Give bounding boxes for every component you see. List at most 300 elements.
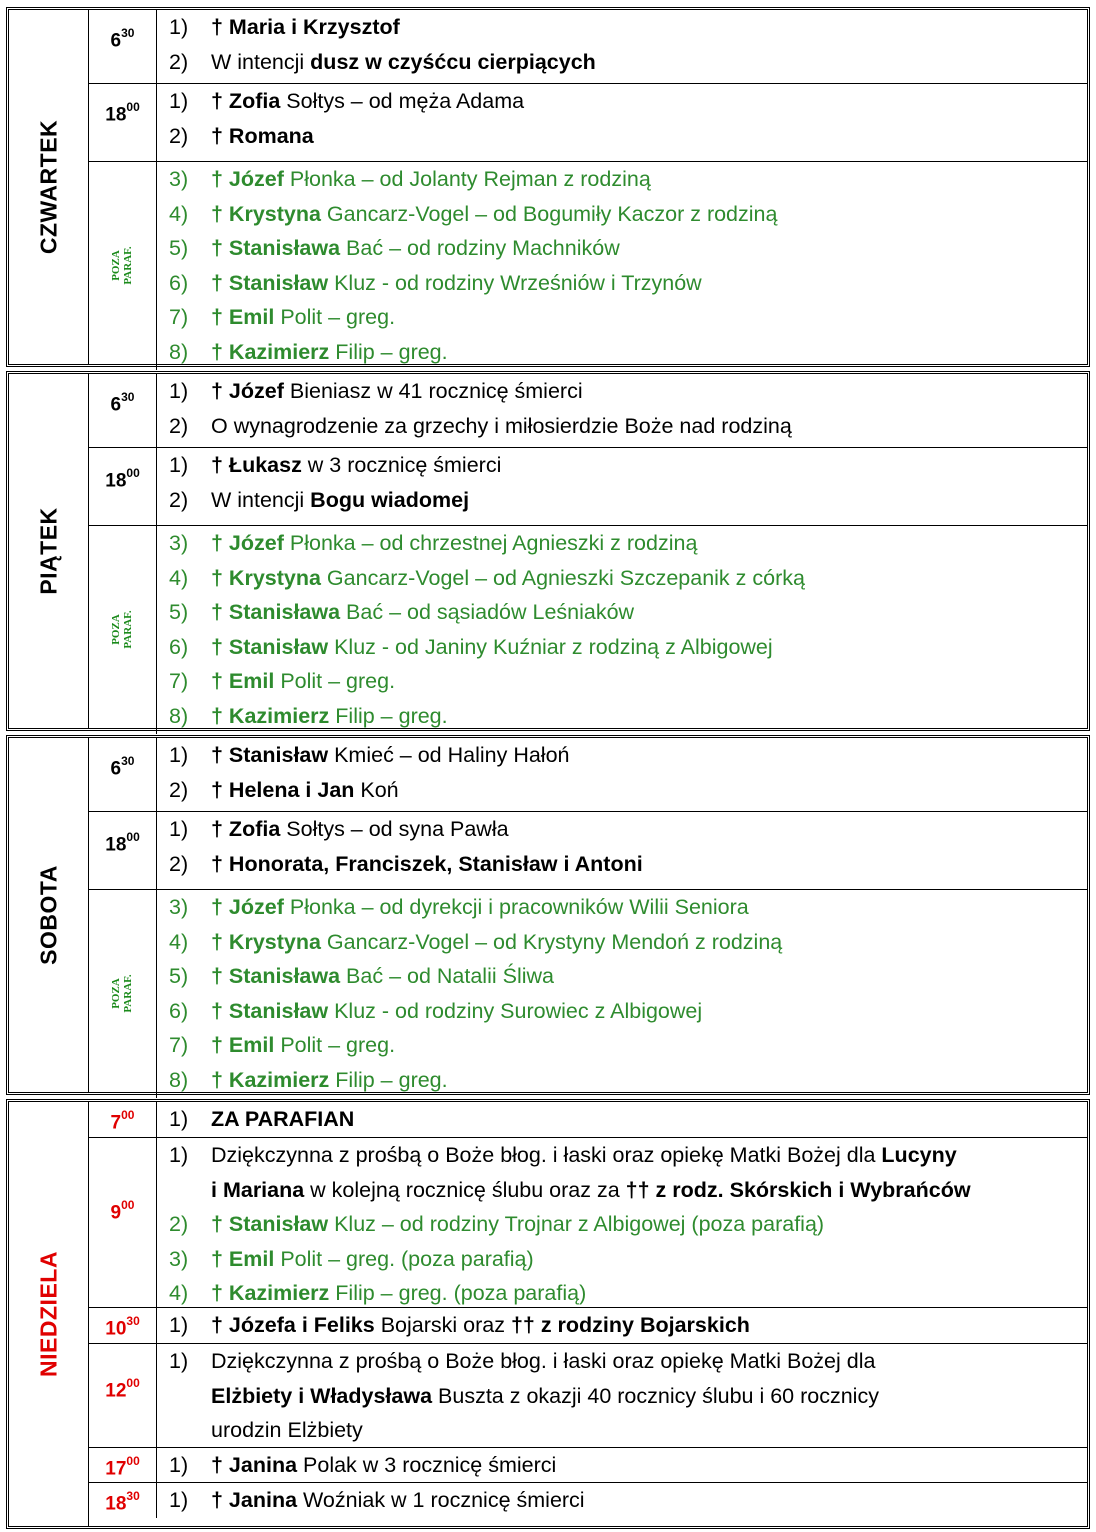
intention-line: [159, 1242, 1083, 1277]
text-fragment: Kluz - od Janiny Kuźniar z rodziną z Albigowej: [328, 634, 773, 659]
intention-line: [159, 1138, 1083, 1173]
time-hour: 6: [110, 758, 122, 780]
intention-number: 8): [169, 703, 189, 728]
text-fragment: Gancarz-Vogel – od Bogumiły Kaczor z rodziną: [320, 201, 778, 226]
intention-line: [159, 959, 1083, 994]
mass-time: [89, 756, 156, 780]
intention-list: [159, 1448, 1083, 1483]
intention-line: [159, 1063, 1083, 1098]
intention-line: [159, 84, 1083, 119]
intention-text: [211, 994, 702, 1029]
mass-time: [89, 1491, 156, 1515]
intention-text: [211, 448, 501, 483]
intention-number: 2): [169, 413, 189, 438]
intention-text: [211, 1276, 586, 1311]
day-section: [6, 371, 1090, 731]
intention-text: [211, 45, 596, 80]
intention-number: 1): [169, 15, 189, 39]
intention-text: [211, 84, 524, 119]
time-cell: [89, 10, 157, 83]
day-name: NIEDZIELA: [35, 1251, 61, 1377]
intention-line: [159, 10, 1083, 45]
intention-text: [211, 374, 583, 409]
text-fragment: Bać – od sąsiadów Leśniaków: [340, 600, 635, 624]
intention-list: [159, 10, 1083, 79]
intention-number: 4): [169, 1281, 189, 1305]
intention-number: 7): [169, 1033, 189, 1057]
intention-line: [159, 1413, 1083, 1448]
intention-line: [159, 1379, 1083, 1414]
mass-block: [89, 374, 1087, 448]
intention-list: [159, 1483, 1083, 1518]
intention-text: [211, 925, 782, 960]
intention-list: [159, 812, 1083, 881]
intention-number: 2): [169, 123, 189, 148]
mass-block: [89, 10, 1087, 84]
time-minutes: 00: [121, 1108, 135, 1122]
text-fragment: urodzin Elżbiety: [211, 1418, 363, 1442]
intention-text: [211, 335, 448, 370]
intention-number: 5): [169, 964, 189, 988]
intention-number: 1): [169, 1143, 189, 1167]
bold-name: † Kazimierz: [211, 339, 330, 364]
intention-list: [159, 162, 1083, 369]
day-label: [9, 10, 89, 364]
intention-number: 4): [169, 929, 189, 954]
text-fragment: Filip – greg.: [329, 703, 448, 728]
intention-text: [211, 664, 395, 699]
time-hour: 18: [105, 104, 127, 126]
time-hour: 10: [105, 1318, 127, 1340]
mass-block: [89, 1138, 1087, 1308]
bold-name: † Janina: [211, 1488, 298, 1512]
intention-list: [159, 448, 1083, 517]
bold-name: † Stanisław: [211, 1212, 329, 1236]
bold-name: †† z rodz. Skórskich i Wybrańców: [625, 1177, 971, 1202]
intention-number: 3): [169, 895, 189, 919]
intention-number: 7): [169, 669, 189, 693]
day-label: [9, 374, 89, 728]
intention-list: [159, 1102, 1083, 1137]
time-hour: 12: [105, 1380, 127, 1402]
bold-name: † Stanisław: [211, 998, 329, 1023]
intention-number: 1): [169, 89, 189, 113]
day-name: PIĄTEK: [35, 507, 61, 595]
text-fragment: Sołtys – od męża Adama: [280, 89, 525, 113]
bold-name: † Łukasz: [211, 453, 302, 477]
day-name: SOBOTA: [35, 865, 61, 965]
intention-text: [211, 1207, 824, 1242]
bold-name: † Krystyna: [211, 565, 321, 590]
intention-text: [211, 1138, 957, 1173]
time-hour: 6: [110, 394, 122, 416]
time-hour: 18: [105, 834, 127, 856]
day-section: [6, 7, 1090, 367]
text-fragment: W intencji: [211, 487, 311, 512]
mass-block: [89, 1483, 1087, 1518]
time-cell: [89, 812, 157, 889]
intention-text: [211, 847, 643, 882]
intention-line: [159, 1448, 1083, 1483]
intention-line: [159, 773, 1083, 808]
text-fragment: Płonka – od Jolanty Rejman z rodziną: [283, 167, 651, 191]
intention-line: [159, 812, 1083, 847]
time-minutes: 30: [126, 1489, 140, 1503]
intention-number: 2): [169, 49, 189, 74]
intention-number: 7): [169, 305, 189, 329]
intention-number: 5): [169, 600, 189, 624]
intention-text: [211, 1063, 448, 1098]
intention-number: 1): [169, 1107, 189, 1131]
text-fragment: Kluz - od rodziny Surowiec z Albigowej: [328, 998, 703, 1023]
intention-line: [159, 1173, 1083, 1208]
time-minutes: 00: [126, 1376, 140, 1390]
bold-name: † Zofia: [211, 817, 281, 841]
intention-text: [211, 197, 777, 232]
intention-list: [159, 374, 1083, 443]
intention-text: [211, 483, 469, 518]
time-cell: [89, 1448, 157, 1482]
text-fragment: Gancarz-Vogel – od Krystyny Mendoń z rodziną: [320, 929, 783, 954]
intention-number: 1): [169, 817, 189, 841]
bold-name: † Józefa i Feliks: [211, 1313, 375, 1337]
bold-name: † Kazimierz: [211, 703, 330, 728]
intention-list: [159, 1138, 1083, 1311]
time-minutes: 00: [126, 830, 140, 844]
bold-name: † Krystyna: [211, 201, 321, 226]
intention-line: [159, 1028, 1083, 1063]
bold-name: † Honorata, Franciszek, Stanisław i Antoni: [211, 851, 643, 876]
text-fragment: Filip – greg.: [329, 1067, 448, 1092]
outside-parish-text: POZA PARAF.: [110, 610, 135, 649]
bold-name: † Emil: [211, 1033, 275, 1057]
mass-time: [89, 28, 156, 52]
time-minutes: 00: [126, 466, 140, 480]
bold-name: † Stanisława: [211, 964, 341, 988]
mass-block: [89, 890, 1087, 1098]
intention-line: [159, 300, 1083, 335]
text-fragment: Gancarz-Vogel – od Agnieszki Szczepanik z córką: [320, 565, 805, 590]
outside-parish-label: [89, 974, 156, 1013]
intention-line: [159, 1483, 1083, 1518]
intention-number: 1): [169, 1453, 189, 1477]
intention-text: [211, 812, 509, 847]
text-fragment: Koń: [354, 777, 399, 802]
intention-number: 1): [169, 743, 189, 767]
intention-line: [159, 664, 1083, 699]
intention-line: [159, 119, 1083, 154]
bold-name: † Józef: [211, 379, 284, 403]
intention-number: 4): [169, 201, 189, 226]
intention-text: [211, 1308, 750, 1343]
time-cell: [89, 374, 157, 447]
text-fragment: W intencji: [211, 49, 311, 74]
intention-text: [211, 1448, 556, 1483]
time-cell: [89, 1308, 157, 1343]
mass-block: [89, 1344, 1087, 1448]
text-fragment: w 3 rocznicę śmierci: [301, 453, 502, 477]
time-hour: 9: [110, 1202, 122, 1224]
mass-block: [89, 1448, 1087, 1483]
text-fragment: w kolejną rocznicę ślubu oraz za: [304, 1177, 626, 1202]
intention-list: [159, 1308, 1083, 1343]
intention-text: [211, 231, 620, 266]
intention-text: [211, 10, 400, 45]
intention-line: [159, 526, 1083, 561]
intention-number: 1): [169, 453, 189, 477]
intention-text: [211, 1344, 875, 1379]
text-fragment: Kluz - od rodziny Wrześniów i Trzynów: [328, 270, 702, 295]
bold-name: † Stanisława: [211, 236, 341, 260]
bold-name: Lucyny: [881, 1143, 957, 1167]
intention-text: [211, 162, 651, 197]
intention-line: [159, 890, 1083, 925]
day-label: [9, 738, 89, 1092]
intention-text: [211, 266, 702, 301]
bold-name: †† z rodziny Bojarskich: [510, 1313, 750, 1337]
intention-text: [211, 773, 399, 808]
intention-text: [211, 526, 697, 561]
mass-block: [89, 1102, 1087, 1138]
bold-name: Elżbiety i Władysława: [211, 1383, 433, 1408]
intention-line: [159, 925, 1083, 960]
intention-line: [159, 738, 1083, 773]
intention-text: [211, 890, 749, 925]
time-hour: 18: [105, 470, 127, 492]
intention-text: [211, 1173, 971, 1208]
intention-number: 4): [169, 565, 189, 590]
intention-list: [159, 1344, 1083, 1448]
text-fragment: Płonka – od dyrekcji i pracowników Wilii Seniora: [283, 895, 749, 919]
text-fragment: Dziękczynna z prośbą o Boże błog. i łaski oraz opiekę Matki Bożej dla: [211, 1349, 876, 1373]
mass-block: [89, 812, 1087, 890]
text-fragment: Polak w 3 rocznicę śmierci: [297, 1453, 557, 1477]
intention-text: [211, 1379, 879, 1414]
time-minutes: 00: [121, 1198, 135, 1212]
text-fragment: Polit – greg.: [274, 305, 396, 329]
bold-name: † Kazimierz: [211, 1067, 330, 1092]
text-fragment: Polit – greg. (poza parafią): [274, 1246, 534, 1271]
intention-number: 3): [169, 1246, 189, 1271]
outside-parish-label: [89, 610, 156, 649]
text-fragment: Filip – greg.: [329, 339, 448, 364]
mass-time: [89, 832, 156, 856]
time-minutes: 30: [121, 26, 135, 40]
intention-text: [211, 1102, 354, 1137]
intention-number: 2): [169, 1212, 189, 1236]
intention-line: [159, 483, 1083, 518]
intention-text: [211, 1483, 585, 1518]
mass-block: [89, 84, 1087, 162]
time-minutes: 30: [126, 1314, 140, 1328]
mass-block: [89, 738, 1087, 812]
intention-number: 8): [169, 1067, 189, 1092]
time-cell: [89, 890, 157, 1098]
time-hour: 7: [110, 1112, 122, 1134]
intention-line: [159, 994, 1083, 1029]
text-fragment: Kmieć – od Haliny Hałoń: [328, 743, 570, 767]
text-fragment: Buszta z okazji 40 rocznicy ślubu i 60 rocznicy: [432, 1383, 879, 1408]
time-cell: [89, 1483, 157, 1518]
intention-text: [211, 1413, 363, 1448]
mass-time: [89, 102, 156, 126]
mass-time: [89, 1200, 156, 1224]
intention-list: [159, 738, 1083, 807]
intention-line: [159, 448, 1083, 483]
intention-text: [211, 630, 773, 665]
intention-text: [211, 119, 314, 154]
bold-name: † Zofia: [211, 89, 281, 113]
text-fragment: Bać – od rodziny Machników: [340, 236, 620, 260]
text-fragment: Kluz – od rodziny Trojnar z Albigowej (poza parafią): [328, 1212, 825, 1236]
intention-number: 6): [169, 998, 189, 1023]
intention-number: 1): [169, 1488, 189, 1512]
intention-text: [211, 409, 792, 444]
intention-list: [159, 526, 1083, 733]
bold-name: † Kazimierz: [211, 1281, 330, 1305]
mass-time: [89, 392, 156, 416]
time-hour: 17: [105, 1458, 127, 1480]
time-cell: [89, 738, 157, 811]
bold-name: † Stanisław: [211, 634, 329, 659]
text-fragment: Polit – greg.: [274, 669, 396, 693]
intention-line: [159, 162, 1083, 197]
text-fragment: Sołtys – od syna Pawła: [280, 817, 509, 841]
intention-line: [159, 45, 1083, 80]
time-cell: [89, 1138, 157, 1307]
text-fragment: Bojarski oraz: [374, 1313, 511, 1337]
bold-name: † Romana: [211, 123, 314, 148]
intention-line: [159, 374, 1083, 409]
time-minutes: 00: [126, 100, 140, 114]
intention-text: [211, 1242, 534, 1277]
bold-name: † Stanisław: [211, 743, 329, 767]
time-minutes: 00: [126, 1454, 140, 1468]
intention-text: [211, 959, 554, 994]
text-fragment: Polit – greg.: [274, 1033, 396, 1057]
time-cell: [89, 84, 157, 161]
time-hour: 18: [105, 1493, 127, 1515]
text-fragment: Bać – od Natalii Śliwa: [340, 964, 554, 988]
bold-name: ZA PARAFIAN: [211, 1107, 355, 1131]
time-minutes: 30: [121, 390, 135, 404]
intention-line: [159, 1308, 1083, 1343]
bold-name: † Józef: [211, 167, 284, 191]
intention-line: [159, 231, 1083, 266]
time-cell: [89, 162, 157, 370]
bold-name: † Krystyna: [211, 929, 321, 954]
intention-number: 6): [169, 270, 189, 295]
bold-name: † Emil: [211, 669, 275, 693]
intention-text: [211, 699, 448, 734]
intention-number: 1): [169, 379, 189, 403]
intention-number: 2): [169, 487, 189, 512]
mass-block: [89, 448, 1087, 526]
bold-name: † Stanisława: [211, 600, 341, 624]
bold-name: i Mariana: [211, 1177, 305, 1202]
intention-list: [159, 890, 1083, 1097]
intention-line: [159, 595, 1083, 630]
intention-line: [159, 847, 1083, 882]
mass-block: [89, 162, 1087, 370]
bold-name: † Janina: [211, 1453, 298, 1477]
bold-name: † Emil: [211, 305, 275, 329]
intention-line: [159, 335, 1083, 370]
bold-name: † Emil: [211, 1246, 275, 1271]
intention-number: 3): [169, 167, 189, 191]
mass-block: [89, 1308, 1087, 1344]
text-fragment: Płonka – od chrzestnej Agnieszki z rodziną: [283, 531, 698, 555]
text-fragment: Filip – greg. (poza parafią): [329, 1281, 587, 1305]
intention-text: [211, 595, 634, 630]
intention-number: 8): [169, 339, 189, 364]
day-section: [6, 1099, 1090, 1529]
intention-list: [159, 84, 1083, 153]
intention-line: [159, 630, 1083, 665]
intention-number: 6): [169, 634, 189, 659]
intention-number: 2): [169, 777, 189, 802]
outside-parish-text: POZA PARAF.: [110, 246, 135, 285]
intention-line: [159, 1276, 1083, 1311]
text-fragment: Woźniak w 1 rocznicę śmierci: [297, 1488, 585, 1512]
mass-time: [89, 468, 156, 492]
time-cell: [89, 526, 157, 734]
intention-line: [159, 1102, 1083, 1137]
intention-line: [159, 1207, 1083, 1242]
intention-text: [211, 738, 570, 773]
bold-name: † Józef: [211, 895, 284, 919]
bold-name: † Józef: [211, 531, 284, 555]
mass-block: [89, 526, 1087, 734]
text-fragment: O wynagrodzenie za grzechy i miłosierdzie Boże nad rodziną: [211, 413, 792, 438]
text-fragment: Bieniasz w 41 rocznicę śmierci: [283, 379, 583, 403]
intention-text: [211, 1028, 395, 1063]
mass-time: [89, 1456, 156, 1480]
bold-name: † Stanisław: [211, 270, 329, 295]
time-minutes: 30: [121, 754, 135, 768]
intention-number: 1): [169, 1313, 189, 1337]
text-fragment: Dziękczynna z prośbą o Boże błog. i łaski oraz opiekę Matki Bożej dla: [211, 1143, 882, 1167]
intention-line: [159, 699, 1083, 734]
time-cell: [89, 1344, 157, 1447]
day-section: [6, 735, 1090, 1095]
day-label: [9, 1102, 89, 1526]
intention-line: [159, 561, 1083, 596]
bold-name: dusz w czyśćcu cierpiących: [310, 49, 596, 74]
intention-number: 1): [169, 1349, 189, 1373]
time-cell: [89, 448, 157, 525]
bold-name: Bogu wiadomej: [310, 487, 470, 512]
intention-text: [211, 300, 395, 335]
time-cell: [89, 1102, 157, 1137]
intention-line: [159, 266, 1083, 301]
outside-parish-label: [89, 246, 156, 285]
bold-name: † Maria i Krzysztof: [211, 15, 400, 39]
intention-number: 5): [169, 236, 189, 260]
intention-text: [211, 561, 805, 596]
mass-time: [89, 1110, 156, 1134]
outside-parish-text: POZA PARAF.: [110, 974, 135, 1013]
intention-line: [159, 409, 1083, 444]
intention-line: [159, 1344, 1083, 1379]
mass-time: [89, 1378, 156, 1402]
day-name: CZWARTEK: [35, 119, 61, 255]
bold-name: † Helena i Jan: [211, 777, 355, 802]
intention-number: 3): [169, 531, 189, 555]
intention-line: [159, 197, 1083, 232]
intention-number: 2): [169, 851, 189, 876]
mass-time: [89, 1316, 156, 1340]
